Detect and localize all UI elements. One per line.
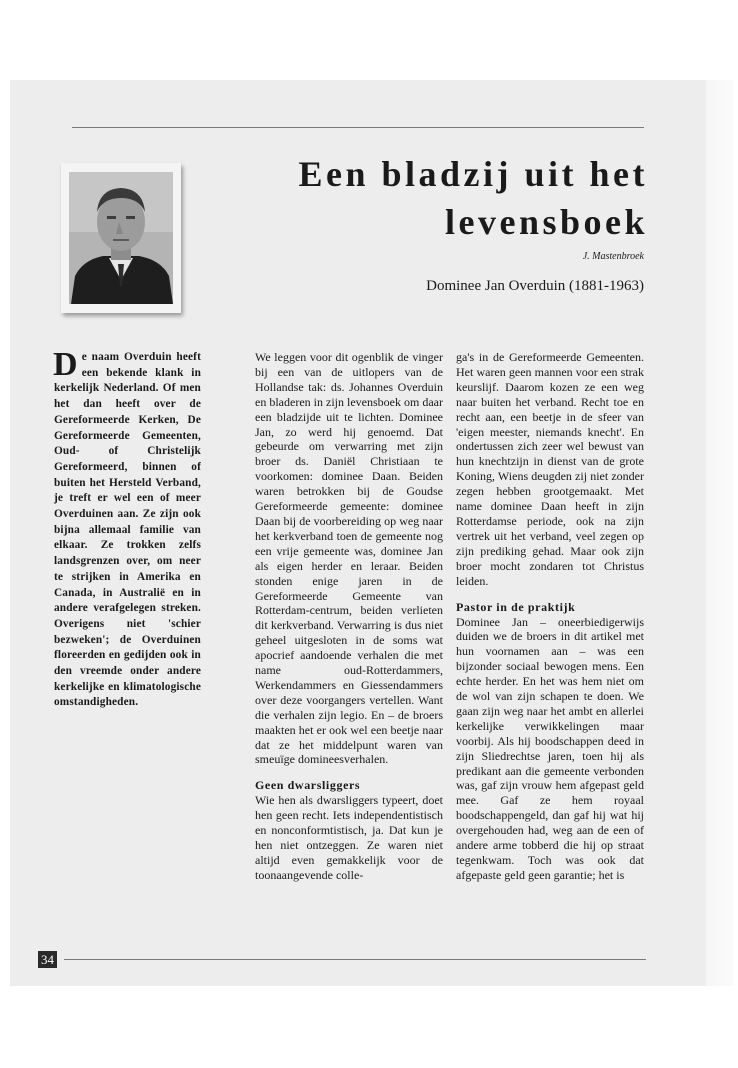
- article-column-1: [255, 350, 443, 883]
- page-edge: [706, 80, 734, 986]
- portrait-frame: [61, 163, 181, 313]
- column1-paragraph-1: We leggen voor dit ogenblik de vinger bij een van de uitlopers van de Hollandse tak: ds. Johannes Overduin en bladeren in zijn levensboek om daar een bladzijde uit te lichten. Dominee Jan, zo werd hij genoemd. Dat gebeurde om verwarring met zijn broer ds. Daniël Christiaan te voorkomen: dominee Daan. Beiden waren betrokken bij de Goudse Gereformeerde gemeente: dominee Daan bij de voorbereiding op weg naar het kerkverband toen de gemeente nog een vrije gemeente was, dominee Jan als eigen herder en leraar. Beiden stonden enige jaren in de Gereformeerde Gemeente van Rotterdam-centrum, beiden verlieten dit kerkverband. Verwarring is dus niet geheel uitgesloten in de soms wat apocrief aandoende verhalen die met name oud-Rotterdammers, Werkendammers en Giessendammers over deze voorgangers vertellen. Want die verhalen zijn legio. En – de broers maakten het er ook wel een beetje naar dat ze het middelpunt waren van smeuïge domineesverhalen.: [255, 350, 443, 767]
- column2-paragraph-2: Dominee Jan – oneerbiedigerwijs duiden we de broers in dit artikel met hun voornamen aan – was een bijzonder sociaal bewogen mens. Een echte herder. En het was hem niet om de wol van zijn schapen te doen. We gaan zijn weg naar het ambt en allerlei kerkelijke verwikkelingen maar voorbij. Als hij boodschappen deed in zijn Sliedrechtse jaren, toen hij als predikant aan die gemeente verbonden was, gaf zijn vrouw hem afgepast geld mee. Gaf ze hem royaal boodschappengeld, dan gaf hij wat hij overgehouden had, weg aan de een of andere arme tobberd die hij op straat tegenkwam. Toch was ook dat afgepaste geld geen garantie; het is: [456, 614, 644, 882]
- author-byline: J. Mastenbroek: [582, 251, 644, 262]
- portrait-image: [69, 172, 173, 304]
- page-number: 34: [38, 951, 57, 968]
- top-rule: [72, 127, 644, 128]
- portrait-photo: [69, 172, 173, 304]
- intro-text: e naam Overduin heeft een bekende klank in kerkelijk Nederland. Of men het dan heeft over de Gereformeerde Kerken, De Gereformeerde Gemeenten, Oud- of Christelijk Gereformeerd, binnen of buiten het Hersteld Verband, je treft er wel een of meer Overduinen aan. Ze zijn ook bijna allemaal familie van elkaar. Ze trokken zelfs landsgrenzen over, om neer te strijken in Amerika en Canada, in Australië en in andere verafgelegen streken. Overigens niet 'schier bezweken'; de Overduinen floreerden en gedijden ook in den vreemde onder andere kerkelijke en klimatologische omstandigheden.: [54, 351, 201, 709]
- title-line-1: Een bladzij uit het: [298, 154, 648, 194]
- article-column-2: [456, 350, 644, 883]
- title-line-2: levensboek: [444, 202, 648, 242]
- drop-cap: D: [53, 346, 78, 383]
- column2-heading: Pastor in de praktijk: [456, 599, 576, 614]
- article-title: [230, 150, 648, 246]
- column1-paragraph-2: Wie hen als dwarsliggers typeert, doet hen geen recht. Iets independentistisch en nonconformtistisch, ja. Dat kun je hen niet ontzeggen. Ze waren niet altijd even gemakkelijk voor de toonaangevende colle-: [255, 793, 443, 882]
- bottom-rule: [64, 959, 646, 960]
- column2-paragraph-1: ga's in de Gereformeerde Gemeenten. Het waren geen mannen voor een strak keurslijf. Daarom kozen ze een weg naar buiten het verband. Recht toe en recht aan, een beetje in de sfeer van 'eigen meester, niemands knecht'. En ondertussen zich zeer wel bewust van hun knechtzijn in dienst van de grote Koning, Wiens deugden zij niet zonder zegen hebben grootgemaakt. Met name dominee Daan heeft in zijn Rotterdamse periode, ook na zijn vertrek uit het verband, veel zegen op zijn prediking gehad. Maar ook zijn broer mocht zondaren tot Christus leiden.: [456, 350, 644, 588]
- article-subtitle: Dominee Jan Overduin (1881-1963): [426, 278, 644, 294]
- intro-paragraph: [53, 346, 201, 711]
- column1-heading: Geen dwarsliggers: [255, 778, 361, 793]
